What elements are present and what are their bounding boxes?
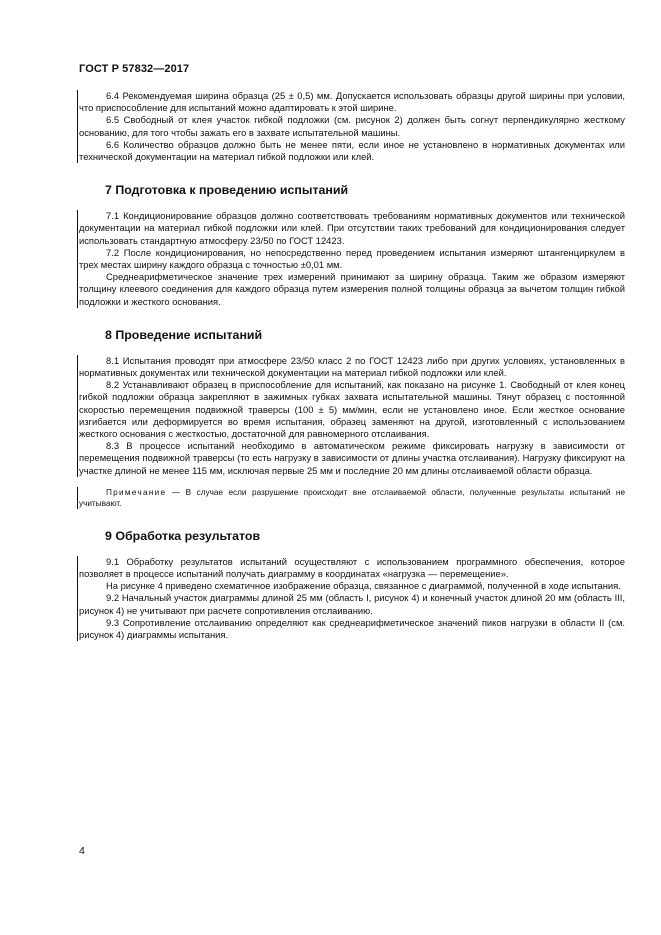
note-label: Примечание	[106, 487, 167, 497]
paragraph-6-4: 6.4 Рекомендуемая ширина образца (25 ± 0,5) мм. Допускается использовать образцы другой ширины при условии, что приспособление для испытаний можно адаптировать к этой ширине.	[79, 90, 625, 114]
paragraph-7-1: 7.1 Кондиционирование образцов должно соответствовать требованиям нормативных документов или технической документации на материал гибкой подложки или клей. При отсутствии таких требований для кондиционирования следует использовать стандартную атмосферу 23/50 по ГОСТ 12423.	[79, 210, 625, 246]
document-header: ГОСТ Р 57832—2017	[79, 63, 190, 75]
section-9-heading: 9 Обработка результатов	[105, 528, 261, 543]
paragraph-9-2: 9.2 Начальный участок диаграммы длиной 25 мм (область I, рисунок 4) и конечный участок длиной 20 мм (область III, рисунок 4) не учитывают при расчете сопротивления отслаиванию.	[79, 592, 625, 616]
paragraph-9-3: 9.3 Сопротивление отслаиванию определяют как среднеарифметическое значений пиков нагрузки в области II (см. рисунок 4) диаграммы испытания.	[79, 616, 625, 641]
revision-bar-section-6	[77, 90, 625, 163]
page-content	[79, 90, 625, 641]
paragraph-7-2: 7.2 После кондиционирования, но непосредственно перед проведением испытания измеряют штангенциркулем в трех местах ширину каждого образца с точностью ±0,01 мм.	[79, 246, 625, 271]
revision-bar-section-8	[77, 355, 625, 477]
section-7-heading: 7 Подготовка к проведению испытаний	[105, 183, 349, 198]
page-number: 4	[79, 845, 85, 857]
paragraph-6-6: 6.6 Количество образцов должно быть не менее пяти, если иное не установлено в нормативных документах или технической документации на материал гибкой подложки или клей.	[79, 138, 625, 163]
revision-bar-note	[77, 487, 625, 509]
revision-bar-section-9	[77, 556, 625, 641]
paragraph-9-1: 9.1 Обработку результатов испытаний осуществляют с использованием программного обеспечения, которое позволяет в процессе испытаний получать диаграмму в координатах «нагрузка — перемещение».	[79, 555, 625, 580]
paragraph-8-2: 8.2 Устанавливают образец в приспособление для испытаний, как показано на рисунке 1. Свободный от клея конец гибкой подложки образца закрепляют в зажимных губках захвата испытательной машины. Тянут образец с постоянной скоростью перемещения подвижной траверсы (100 ± 5) мм/мин, если не установлено иное. Если жесткое основание изгибается или деформируется во время испытания, образец заменяют на другой, изготовленный с использованием жесткого основания с жесткостью, достаточной для равномерного отслаивания.	[79, 379, 625, 440]
paragraph-7-2-continued: Среднеарифметическое значение трех измерений принимают за ширину образца. Таким же образом измеряют толщину клеевого соединения для каждого образца путем измерения полной толщины образца за вычетом толщин гибкой подложки и жесткого основания.	[79, 271, 625, 307]
paragraph-9-1-continued: На рисунке 4 приведено схематичное изображение образца, связанное с диаграммой, полученной в ходе испытания.	[106, 580, 621, 592]
section-8-heading: 8 Проведение испытаний	[105, 327, 263, 342]
revision-bar-section-7	[77, 210, 625, 308]
paragraph-6-5: 6.5 Свободный от клея участок гибкой подложки (см. рисунок 2) должен быть согнут перпендикулярно жесткому основанию, для того чтобы зажать его в захвате испытательной машины.	[79, 114, 625, 138]
note-text: — В случае если разрушение происходит вне отслаиваемой области, полученные результаты испытаний не учитывают.	[79, 487, 625, 508]
paragraph-8-1: 8.1 Испытания проводят при атмосфере 23/50 класс 2 по ГОСТ 12423 либо при других условиях, установленных в нормативных документах или технической документации на материал гибкой подложки или клей.	[79, 354, 625, 379]
note-paragraph	[79, 487, 625, 509]
paragraph-8-3: 8.3 В процессе испытаний необходимо в автоматическом режиме фиксировать нагрузку в зависимости от перемещения подвижной траверсы (то есть нагрузку в зависимости от длины участка отслаивания). Нагрузку фиксируют на участке длиной не менее 115 мм, исключая первые 25 мм и последние 20 мм длины отслаиваемой области образца.	[79, 440, 625, 476]
